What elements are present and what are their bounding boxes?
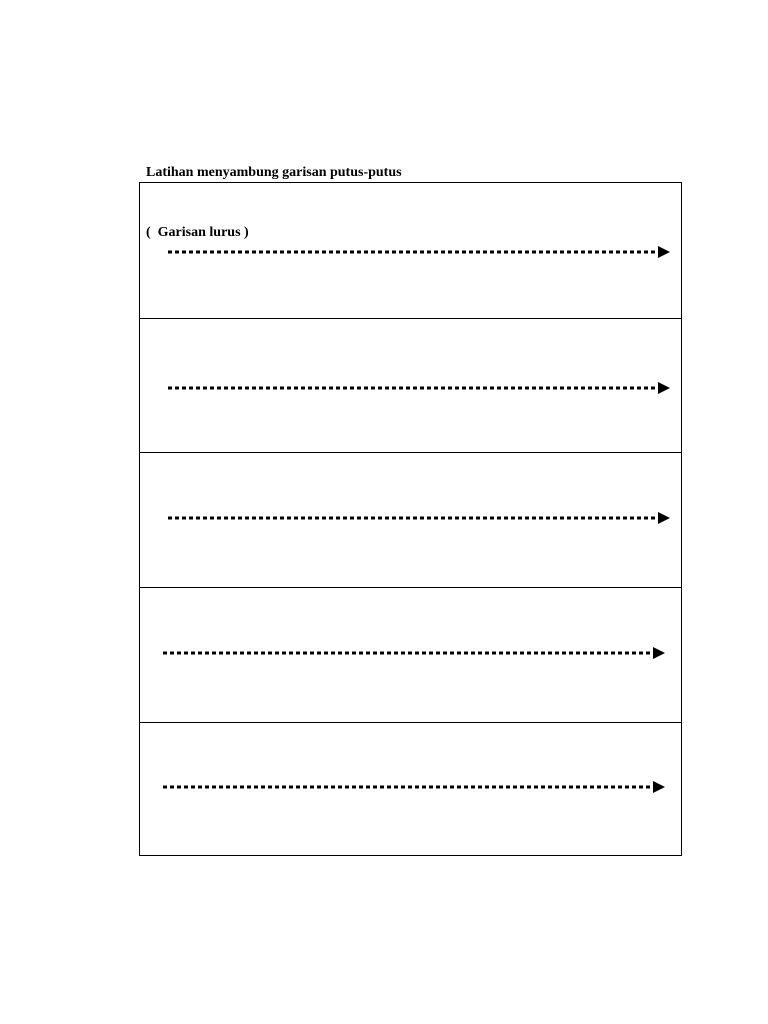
tracing-worksheet bbox=[139, 182, 682, 856]
dotted-arrow-icon bbox=[140, 183, 683, 319]
dotted-arrow-icon bbox=[140, 588, 683, 723]
tracing-row-4 bbox=[140, 588, 681, 723]
worksheet-subtitle: ( Garisan lurus ) bbox=[146, 225, 249, 240]
dotted-arrow-icon bbox=[140, 723, 683, 857]
tracing-row-1 bbox=[140, 183, 681, 319]
dotted-arrow-icon bbox=[140, 319, 683, 453]
tracing-row-2 bbox=[140, 319, 681, 453]
dotted-arrow-icon bbox=[140, 453, 683, 588]
tracing-row-5 bbox=[140, 723, 681, 857]
worksheet-title: Latihan menyambung garisan putus-putus bbox=[146, 165, 402, 180]
tracing-row-3 bbox=[140, 453, 681, 588]
